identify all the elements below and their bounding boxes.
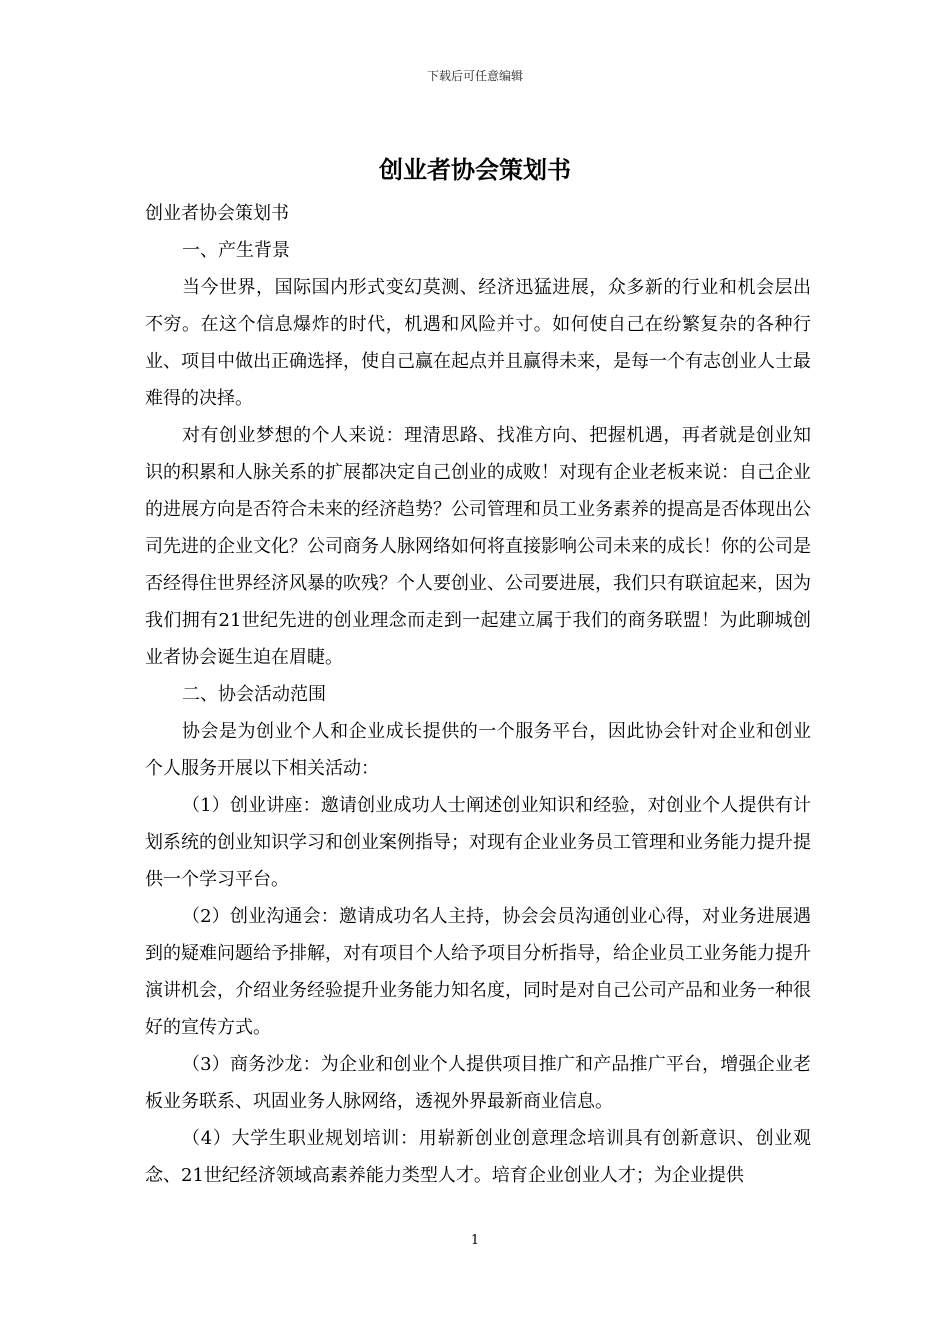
list-item-salon: （3）商务沙龙：为企业和创业个人提供项目推广和产品推广平台，增强企业老板业务联系、巩固业务人脉网络，透视外界最新商业信息。 <box>145 1054 811 1112</box>
document-body <box>145 195 811 1194</box>
page-number: 1 <box>470 1233 480 1248</box>
list-item-communication: （2）创业沟通会：邀请成功名人主持，协会会员沟通创业心得，对业务进展遇到的疑难问题给予排解，对有项目个人给予项目分析指导，给企业员工业务能力提升演讲机会，介绍业务经验提升业务能力知名度，同时是对自己公司产品和业务一种很好的宣传方式。 <box>145 906 811 1038</box>
document-title: 创业者协会策划书 <box>379 155 571 184</box>
section-heading-activities: 二、协会活动范围 <box>182 684 326 705</box>
list-item-lecture: （1）创业讲座：邀请创业成功人士阐述创业知识和经验，对创业个人提供有计划系统的创业知识学习和创业案例指导；对现有企业业务员工管理和业务能力提升提供一个学习平台。 <box>145 795 811 890</box>
header-note: 下载后可任意编辑 <box>426 69 523 83</box>
paragraph-background-2: 对有创业梦想的个人来说：理清思路、找准方向、把握机遇，再者就是创业知识的积累和人脉关系的扩展都决定自己创业的成败！对现有企业老板来说：自己企业的进展方向是否符合未来的经济趋势？公司管理和员工业务素养的提高是否体现出公司先进的企业文化？公司商务人脉网络如何将直接影响公司未来的成长！你的公司是否经得住世界经济风暴的吹残？个人要创业、公司要进展，我们只有联谊起来，因为我们拥有21世纪先进的创业理念而走到一起建立属于我们的商务联盟！为此聊城创业者协会诞生迫在眉睫。 <box>145 425 811 668</box>
paragraph-activities-intro: 协会是为创业个人和企业成长提供的一个服务平台，因此协会针对企业和创业个人服务开展以下相关活动： <box>145 721 811 779</box>
list-item-career-training: （4）大学生职业规划培训：用崭新创业创意理念培训具有创新意识、创业观念、21世纪经济领域高素养能力类型人才。培育企业创业人才；为企业提供 <box>145 1128 811 1186</box>
paragraph-background-1: 当今世界，国际国内形式变幻莫测、经济迅猛进展，众多新的行业和机会层出不穷。在这个信息爆炸的时代，机遇和风险并寸。如何使自己在纷繁复杂的各种行业、项目中做出正确选择，使自己赢在起点并且赢得未来，是每一个有志创业人士最难得的决择。 <box>145 277 811 409</box>
subtitle-line: 创业者协会策划书 <box>145 203 289 224</box>
section-heading-background: 一、产生背景 <box>182 240 290 261</box>
